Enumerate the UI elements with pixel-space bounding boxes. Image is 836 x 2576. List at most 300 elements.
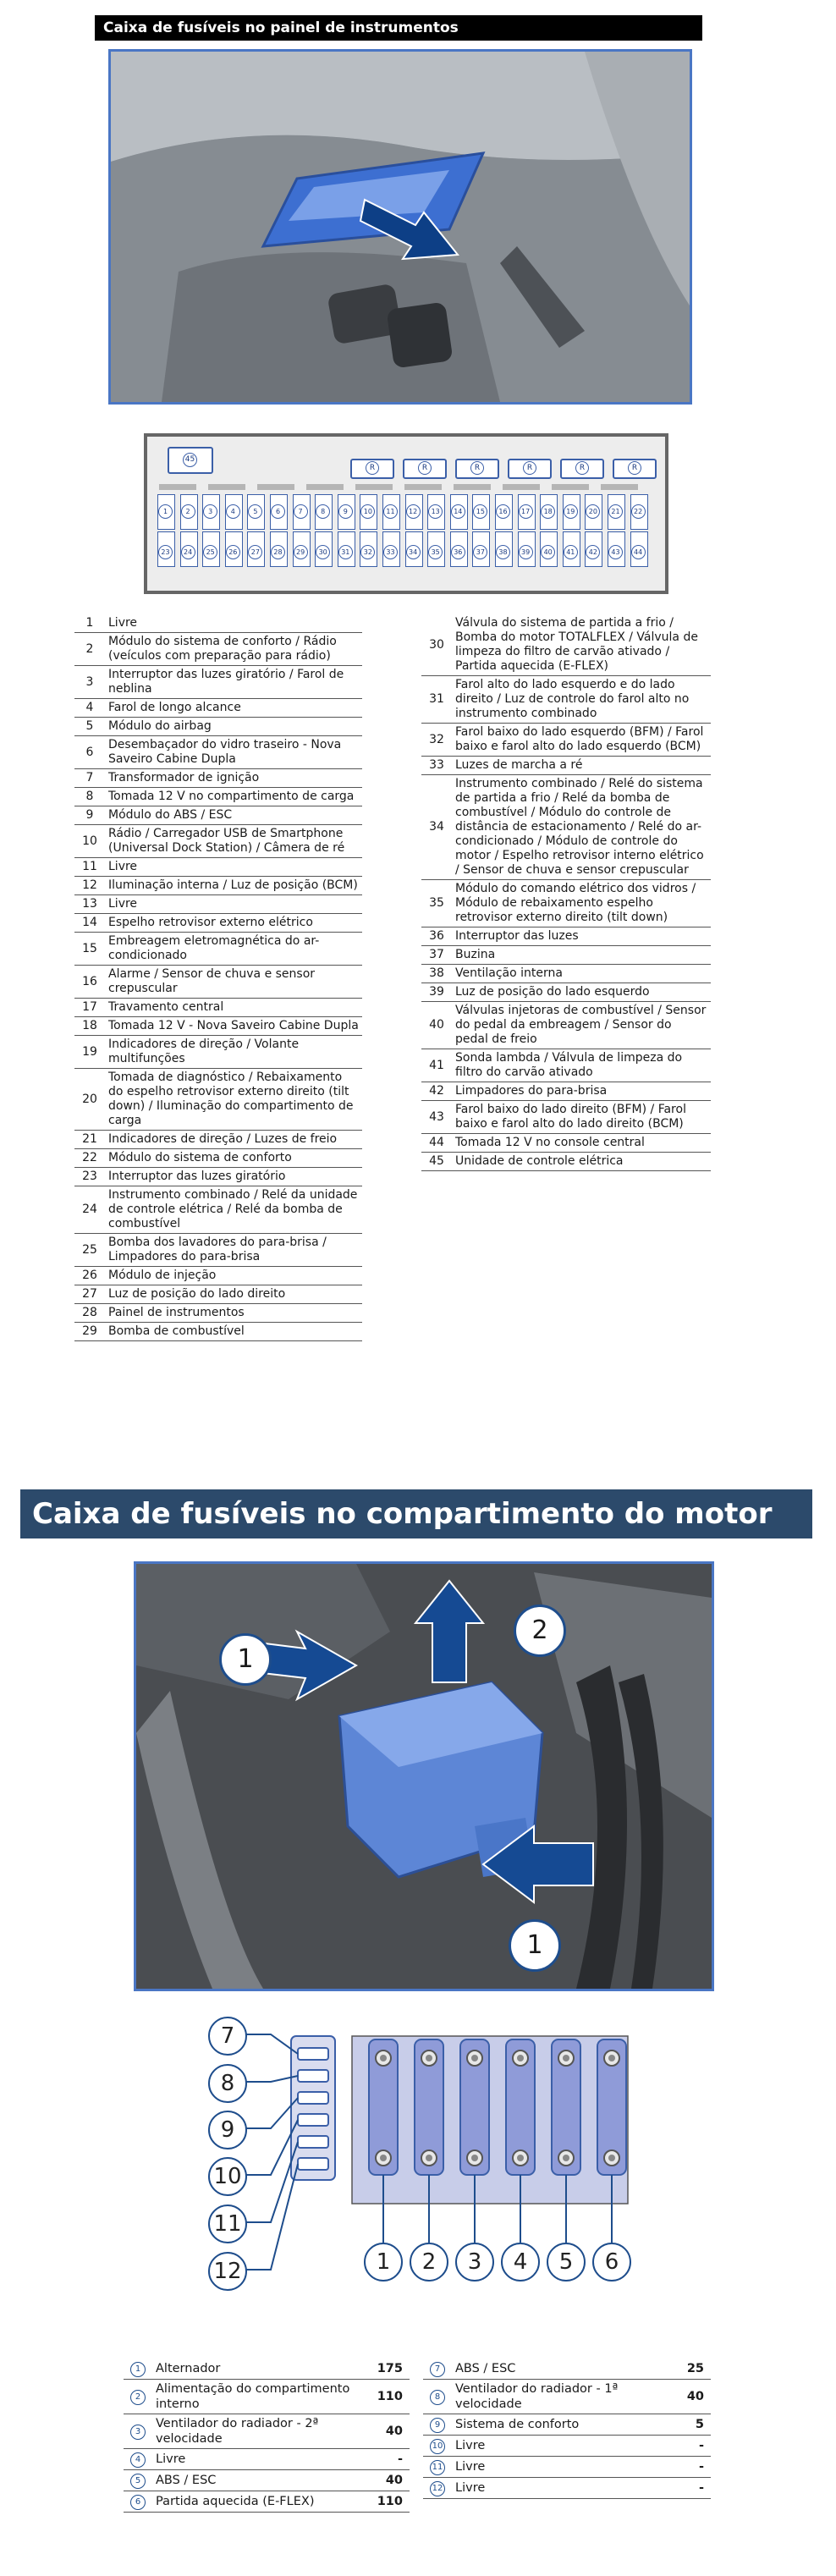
fuse-row — [421, 614, 711, 676]
engine-fuse-number-cell — [423, 2380, 452, 2414]
fuse-row — [74, 614, 362, 633]
fuse-row — [74, 1017, 362, 1036]
fuse-number: 27 — [248, 545, 262, 559]
relay-label: R — [523, 461, 536, 475]
diagram-number-1: 1 — [364, 2243, 403, 2282]
mini-fuse — [298, 2114, 328, 2126]
fuse-row — [421, 1101, 711, 1134]
fuse-number-cell: 41 — [421, 1049, 452, 1082]
diagram-number-3: 3 — [455, 2243, 494, 2282]
section-title-instrument-panel: Caixa de fusíveis no painel de instrumentos — [95, 15, 702, 41]
fuse-number-cell: 32 — [421, 724, 452, 757]
engine-fuse-amperage: - — [660, 2478, 711, 2499]
connector-bar — [257, 484, 294, 490]
engine-fuse-description: ABS / ESC — [152, 2470, 359, 2491]
fuse-number-cell: 24 — [74, 1186, 105, 1234]
engine-fuse-number-cell — [124, 2449, 152, 2470]
fuse-number: 11 — [383, 504, 398, 519]
connector-bar — [454, 484, 491, 490]
fuse-row — [74, 806, 362, 825]
fuse-description-cell: Instrumento combinado / Relé da unidade de controle elétrica / Relé da bomba de combustível — [105, 1186, 362, 1234]
fuse-number: 42 — [586, 545, 600, 559]
fuse-description-cell: Espelho retrovisor externo elétrico — [105, 914, 362, 933]
engine-fuse-row — [124, 2414, 410, 2449]
fuse-description-cell: Rádio / Carregador USB de Smartphone (Universal Dock Station) / Câmera de ré — [105, 825, 362, 858]
engine-fuse-row — [124, 2359, 410, 2380]
relay-label: R — [628, 461, 641, 475]
fuse-table-left — [74, 614, 362, 1341]
engine-fuse-number-cell — [124, 2380, 152, 2414]
fuse-number-cell: 20 — [74, 1069, 105, 1131]
fuse-description-cell: Interruptor das luzes giratório / Farol de neblina — [105, 666, 362, 699]
fuse-row — [74, 825, 362, 858]
engine-fuse-row — [124, 2491, 410, 2513]
fuse-row — [421, 983, 711, 1002]
fuse-number-cell: 37 — [421, 946, 452, 965]
fuse-row — [421, 1049, 711, 1082]
relay-box — [403, 459, 447, 479]
fuse-terminal-bolt — [471, 2055, 478, 2061]
engine-fuse-description: Ventilador do radiador - 2ª velocidade — [152, 2414, 359, 2449]
fuse-row — [74, 666, 362, 699]
engine-fuse-row — [423, 2478, 711, 2499]
relay-label: R — [575, 461, 589, 475]
engine-fuse-number: 2 — [130, 2390, 146, 2405]
fuse-row — [74, 788, 362, 806]
engine-fuse-row — [124, 2449, 410, 2470]
callout-2: 2 — [514, 1604, 566, 1657]
fuse-number: 7 — [294, 504, 308, 519]
callout-1-bottom: 1 — [509, 1919, 561, 1972]
engine-fuse-amperage: - — [359, 2449, 410, 2470]
engine-fuse-amperage: - — [660, 2457, 711, 2478]
engine-fuse-number-cell — [423, 2457, 452, 2478]
fuse-number: 25 — [203, 545, 217, 559]
fuse-number-cell: 35 — [421, 880, 452, 927]
connector-bar — [208, 484, 245, 490]
fuse-description-cell: Interruptor das luzes giratório — [105, 1168, 362, 1186]
fuse-row — [421, 927, 711, 946]
fuse-description-cell: Travamento central — [105, 999, 362, 1017]
fuse-number: 33 — [383, 545, 398, 559]
mini-fuse — [298, 2158, 328, 2170]
engine-fuse-row — [124, 2470, 410, 2491]
fuse-number: 31 — [338, 545, 353, 559]
fuse-number-cell: 38 — [421, 965, 452, 983]
fuse-row — [74, 1304, 362, 1323]
fuse-description-cell: Alarme / Sensor de chuva e sensor crepuscular — [105, 966, 362, 999]
fuse-row — [421, 757, 711, 775]
relay-label: R — [470, 461, 484, 475]
fuse-number-cell: 11 — [74, 858, 105, 877]
fuse-number-cell: 17 — [74, 999, 105, 1017]
fuse-description-cell: Indicadores de direção / Volante multifunções — [105, 1036, 362, 1069]
fuse-row — [421, 880, 711, 927]
fuse-row — [74, 914, 362, 933]
fuse-row — [74, 718, 362, 736]
fuse-description-cell: Desembaçador do vidro traseiro - Nova Saveiro Cabine Dupla — [105, 736, 362, 769]
fuse-description-cell: Válvulas injetoras de combustível / Sensor do pedal da embreagem / Sensor do pedal de freio — [452, 1002, 711, 1049]
fuse-description-cell: Farol de longo alcance — [105, 699, 362, 718]
fuse-row — [74, 858, 362, 877]
fuse-row — [74, 699, 362, 718]
fuse-number-cell: 18 — [74, 1017, 105, 1036]
connector-bar — [404, 484, 442, 490]
fuse-description-cell: Interruptor das luzes — [452, 927, 711, 946]
fuse-row — [74, 1149, 362, 1168]
engine-fuse-amperage: 110 — [359, 2380, 410, 2414]
connector-bar — [355, 484, 393, 490]
fuse-number: 21 — [608, 504, 623, 519]
fuse-number: 5 — [248, 504, 262, 519]
engine-fuse-number: 1 — [130, 2362, 146, 2377]
fuse-terminal-bolt — [608, 2155, 615, 2161]
engine-fuse-description: Livre — [452, 2478, 660, 2499]
fuse-number: 37 — [473, 545, 487, 559]
engine-fuse-amperage: - — [660, 2436, 711, 2457]
engine-fuse-number: 12 — [430, 2481, 445, 2496]
fuse-description-cell: Ventilação interna — [452, 965, 711, 983]
fuse-number: 2 — [181, 504, 195, 519]
fuse-number-cell: 2 — [74, 633, 105, 666]
engine-fuse-description: Alternador — [152, 2359, 359, 2380]
fuse-number: 22 — [631, 504, 646, 519]
fuse-number: 38 — [496, 545, 510, 559]
fuse-row — [74, 1036, 362, 1069]
fuse-row — [421, 946, 711, 965]
fuse-number: 1 — [158, 504, 173, 519]
fuse-terminal-bolt — [426, 2055, 432, 2061]
relay-box — [350, 459, 394, 479]
engine-fuse-description: Ventilador do radiador - 1ª velocidade — [452, 2380, 660, 2414]
engine-fuse-number: 5 — [130, 2474, 146, 2489]
fuse-description-cell: Farol baixo do lado esquerdo (BFM) / Farol baixo e farol alto do lado esquerdo (BCM) — [452, 724, 711, 757]
fuse-terminal-bolt — [471, 2155, 478, 2161]
fuse-row — [74, 895, 362, 914]
engine-fuse-row — [423, 2414, 711, 2436]
fuse-row — [74, 1131, 362, 1149]
engine-fuse-description: Sistema de conforto — [452, 2414, 660, 2436]
mini-fuse — [298, 2070, 328, 2082]
engine-fuse-amperage: 110 — [359, 2491, 410, 2513]
engine-fuse-number: 8 — [430, 2390, 445, 2405]
fuse-row — [74, 1267, 362, 1285]
fuse-number-cell: 33 — [421, 757, 452, 775]
fuse-terminal-bolt — [380, 2055, 387, 2061]
fuse-row — [421, 1153, 711, 1171]
fuse-number-cell: 28 — [74, 1304, 105, 1323]
engine-fuse-number-cell — [124, 2414, 152, 2449]
fuse-number-cell: 31 — [421, 676, 452, 724]
fuse-description-cell: Tomada 12 V no console central — [452, 1134, 711, 1153]
diagram-number-9: 9 — [208, 2111, 247, 2149]
fuse-number-cell: 6 — [74, 736, 105, 769]
engine-fuse-description: Livre — [452, 2436, 660, 2457]
relay-box — [508, 459, 552, 479]
fuse-number-cell: 27 — [74, 1285, 105, 1304]
engine-fuse-amperage: 175 — [359, 2359, 410, 2380]
fuse-terminal-bolt — [426, 2155, 432, 2161]
fuse-number: 44 — [631, 545, 646, 559]
engine-fuse-description: Alimentação do compartimento interno — [152, 2380, 359, 2414]
fuse-description-cell: Módulo do comando elétrico dos vidros / Módulo de rebaixamento espelho retrovisor externo direito (tilt down) — [452, 880, 711, 927]
fuse-number: 15 — [473, 504, 487, 519]
engine-fuse-table-right — [423, 2359, 711, 2499]
fuse-description-cell: Farol alto do lado esquerdo e do lado direito / Luz de controle do farol alto no instrumento combinado — [452, 676, 711, 724]
fuse-description-cell: Luz de posição do lado direito — [105, 1285, 362, 1304]
fuse-number: 24 — [181, 545, 195, 559]
fuse-description-cell: Unidade de controle elétrica — [452, 1153, 711, 1171]
fuse-row — [74, 1285, 362, 1304]
fuse-terminal-bolt — [563, 2155, 569, 2161]
instrument-panel-illustration — [108, 49, 692, 405]
fuse-number-cell: 13 — [74, 895, 105, 914]
engine-fuse-number: 11 — [430, 2460, 445, 2475]
engine-fuse-number-cell — [423, 2414, 452, 2436]
engine-fuse-row — [423, 2380, 711, 2414]
fuse-description-cell: Tomada 12 V - Nova Saveiro Cabine Dupla — [105, 1017, 362, 1036]
fuse-row — [74, 1069, 362, 1131]
fuse-description-cell: Módulo do ABS / ESC — [105, 806, 362, 825]
fuse-row — [421, 1134, 711, 1153]
fuse-number-cell: 25 — [74, 1234, 105, 1267]
fuse-number: 30 — [316, 545, 330, 559]
fuse-number-cell: 3 — [74, 666, 105, 699]
connector-bar — [552, 484, 589, 490]
fuse-description-cell: Luzes de marcha a ré — [452, 757, 711, 775]
fuse-row — [421, 724, 711, 757]
fuse-number: 32 — [360, 545, 375, 559]
fuse-description-cell: Limpadores do para-brisa — [452, 1082, 711, 1101]
fuse-row — [74, 1234, 362, 1267]
fuse-description-cell: Livre — [105, 858, 362, 877]
fuse-description-cell: Livre — [105, 614, 362, 633]
fuse-number: 17 — [519, 504, 533, 519]
fuse-number: 41 — [564, 545, 578, 559]
engine-fuse-row — [124, 2380, 410, 2414]
leader-line — [245, 2098, 298, 2128]
section-title-engine: Caixa de fusíveis no compartimento do motor — [20, 1489, 812, 1538]
diagram-number-8: 8 — [208, 2064, 247, 2103]
fuse-number: 3 — [203, 504, 217, 519]
engine-compartment-illustration — [134, 1561, 714, 1991]
fuse-row — [74, 933, 362, 966]
leader-line — [245, 2142, 298, 2222]
fuse-description-cell: Livre — [105, 895, 362, 914]
fuse-number-cell: 12 — [74, 877, 105, 895]
engine-fuse-number: 10 — [430, 2439, 445, 2454]
engine-fuse-number: 6 — [130, 2495, 146, 2510]
engine-fuse-description: Partida aquecida (E-FLEX) — [152, 2491, 359, 2513]
fuse-number: 19 — [564, 504, 578, 519]
diagram-number-10: 10 — [208, 2157, 247, 2196]
fuse-number: 12 — [406, 504, 421, 519]
engine-drawing — [136, 1564, 712, 1989]
fuse-row — [421, 1002, 711, 1049]
fuse-description-cell: Sonda lambda / Válvula de limpeza do filtro do carvão ativado — [452, 1049, 711, 1082]
fuse-number-cell: 15 — [74, 933, 105, 966]
fuse-description-cell: Módulo de injeção — [105, 1267, 362, 1285]
fuse-row — [421, 965, 711, 983]
fuse-number-cell: 9 — [74, 806, 105, 825]
fuse-row — [74, 736, 362, 769]
dashboard-drawing — [111, 52, 690, 402]
engine-fuse-row — [423, 2359, 711, 2380]
diagram-number-5: 5 — [547, 2243, 586, 2282]
fuse-number: 16 — [496, 504, 510, 519]
engine-fuse-amperage: 40 — [359, 2414, 410, 2449]
engine-fuse-amperage: 40 — [660, 2380, 711, 2414]
fuse-description-cell: Módulo do sistema de conforto / Rádio (veículos com preparação para rádio) — [105, 633, 362, 666]
fuse-row — [74, 1168, 362, 1186]
diagram-number-11: 11 — [208, 2204, 247, 2243]
fuse-number-cell: 36 — [421, 927, 452, 946]
leader-line — [245, 2034, 298, 2054]
relay-label: R — [418, 461, 432, 475]
engine-fuse-description: Livre — [152, 2449, 359, 2470]
fuse-description-cell: Módulo do airbag — [105, 718, 362, 736]
engine-fuse-number-cell — [423, 2436, 452, 2457]
fuse-description-cell: Painel de instrumentos — [105, 1304, 362, 1323]
fuse-number-cell: 16 — [74, 966, 105, 999]
engine-fuse-number: 3 — [130, 2425, 146, 2440]
fuse-number: 23 — [158, 545, 173, 559]
engine-fuse-diagram — [203, 2014, 643, 2302]
fuse-number-cell: 34 — [421, 775, 452, 880]
diagram-number-7: 7 — [208, 2017, 247, 2056]
fuse-row — [74, 877, 362, 895]
connector-bar — [503, 484, 540, 490]
fuse-number: 34 — [406, 545, 421, 559]
connector-bar — [159, 484, 196, 490]
fuse-description-cell: Tomada de diagnóstico / Rebaixamento do espelho retrovisor externo direito (tilt down) / Iluminação do compartimento de carga — [105, 1069, 362, 1131]
fuse-number-cell: 26 — [74, 1267, 105, 1285]
fuse-number: 36 — [451, 545, 465, 559]
engine-fuse-table-left — [124, 2359, 410, 2513]
callout-1-top: 1 — [219, 1633, 272, 1686]
fuse-number: 13 — [428, 504, 443, 519]
fuse-description-cell: Iluminação interna / Luz de posição (BCM) — [105, 877, 362, 895]
fuse-number-cell: 40 — [421, 1002, 452, 1049]
fuse-row — [74, 1323, 362, 1341]
fuse-row — [421, 676, 711, 724]
fuse-number-cell: 30 — [421, 614, 452, 676]
engine-fuse-row — [423, 2436, 711, 2457]
fuse-number-cell: 4 — [74, 699, 105, 718]
fuse-row — [74, 966, 362, 999]
fuse-number: 40 — [541, 545, 555, 559]
fuse-description-cell: Tomada 12 V no compartimento de carga — [105, 788, 362, 806]
leader-line — [245, 2164, 298, 2270]
fuse-description-cell: Instrumento combinado / Relé do sistema de partida a frio / Relé da bomba de combustível / Módulo do controle de distância de estacionamento / Relé do ar-condicionado / Módulo de controle do motor / Espelho retrovisor interno elétrico / Sensor de chuva e sensor crepuscular — [452, 775, 711, 880]
fuse-number: 20 — [586, 504, 600, 519]
fuse-number: 6 — [271, 504, 285, 519]
fuse-description-cell: Válvula do sistema de partida a frio / Bomba do motor TOTALFLEX / Válvula de limpeza do filtro de carvão ativado / Partida aquecida (E-FLEX) — [452, 614, 711, 676]
engine-fuse-number-cell — [124, 2491, 152, 2513]
engine-fuse-number: 7 — [430, 2362, 445, 2377]
fuse-number-cell: 10 — [74, 825, 105, 858]
fuse-number-cell: 7 — [74, 769, 105, 788]
fuse-number: 39 — [519, 545, 533, 559]
fuse-45-label: 45 — [183, 453, 197, 467]
fuse-number-cell: 14 — [74, 914, 105, 933]
fuse-number: 26 — [226, 545, 240, 559]
fuse-45-box — [168, 447, 213, 474]
leader-line — [245, 2076, 298, 2082]
fuse-description-cell: Luz de posição do lado esquerdo — [452, 983, 711, 1002]
fuse-number-cell: 29 — [74, 1323, 105, 1341]
fuse-number: 4 — [226, 504, 240, 519]
fuse-number-cell: 45 — [421, 1153, 452, 1171]
fuse-table-right — [421, 614, 711, 1171]
fuse-number: 18 — [541, 504, 555, 519]
fuse-terminal-bolt — [517, 2155, 524, 2161]
diagram-number-6: 6 — [592, 2243, 631, 2282]
fuse-description-cell: Farol baixo do lado direito (BFM) / Farol baixo e farol alto do lado direito (BCM) — [452, 1101, 711, 1134]
engine-fuse-number-cell — [423, 2359, 452, 2380]
fuse-panel-diagram — [144, 433, 668, 594]
fuse-row — [74, 999, 362, 1017]
fuse-row — [421, 775, 711, 880]
diagram-number-12: 12 — [208, 2252, 247, 2291]
engine-fuse-number-cell — [423, 2478, 452, 2499]
fuse-number: 14 — [451, 504, 465, 519]
fuse-description-cell: Indicadores de direção / Luzes de freio — [105, 1131, 362, 1149]
fuse-number-cell: 42 — [421, 1082, 452, 1101]
fuse-description-cell: Bomba de combustível — [105, 1323, 362, 1341]
engine-fuse-description: ABS / ESC — [452, 2359, 660, 2380]
engine-fuse-description: Livre — [452, 2457, 660, 2478]
fuse-number: 10 — [360, 504, 375, 519]
fuse-row — [421, 1082, 711, 1101]
fuse-number-cell: 44 — [421, 1134, 452, 1153]
fuse-terminal-bolt — [563, 2055, 569, 2061]
mini-fuse — [298, 2048, 328, 2060]
connector-bar — [306, 484, 344, 490]
fuse-description-cell: Módulo do sistema de conforto — [105, 1149, 362, 1168]
fuse-terminal-bolt — [380, 2155, 387, 2161]
fuse-number: 8 — [316, 504, 330, 519]
fuse-row — [74, 633, 362, 666]
fuse-number-cell: 19 — [74, 1036, 105, 1069]
fuse-description-cell: Embreagem eletromagnética do ar-condicionado — [105, 933, 362, 966]
engine-fuse-number-cell — [124, 2359, 152, 2380]
mini-fuse — [298, 2136, 328, 2148]
connector-bar — [601, 484, 638, 490]
fuse-number-cell: 1 — [74, 614, 105, 633]
fuse-number: 43 — [608, 545, 623, 559]
fuse-terminal-bolt — [608, 2055, 615, 2061]
fuse-number-cell: 22 — [74, 1149, 105, 1168]
relay-box — [613, 459, 657, 479]
engine-fuse-number-cell — [124, 2470, 152, 2491]
fuse-number-cell: 43 — [421, 1101, 452, 1134]
fuse-number: 9 — [338, 504, 353, 519]
engine-fuse-number: 9 — [430, 2418, 445, 2433]
diagram-number-2: 2 — [410, 2243, 448, 2282]
diagram-number-4: 4 — [501, 2243, 540, 2282]
fuse-row — [74, 769, 362, 788]
fuse-description-cell: Transformador de ignição — [105, 769, 362, 788]
fuse-number-cell: 5 — [74, 718, 105, 736]
fuse-number: 35 — [428, 545, 443, 559]
fuse-number-cell: 23 — [74, 1168, 105, 1186]
engine-fuse-number: 4 — [130, 2452, 146, 2468]
fuse-description-cell: Bomba dos lavadores do para-brisa / Limpadores do para-brisa — [105, 1234, 362, 1267]
engine-fuse-row — [423, 2457, 711, 2478]
mini-fuse — [298, 2092, 328, 2104]
engine-fuse-amperage: 40 — [359, 2470, 410, 2491]
